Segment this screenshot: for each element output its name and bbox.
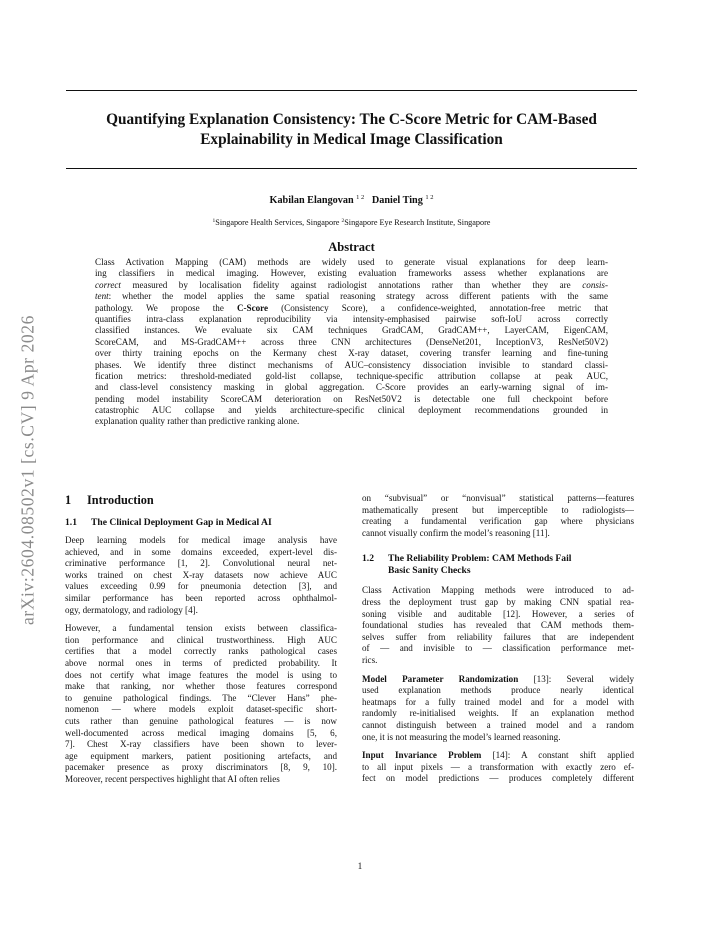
subsection-heading-1-1 <box>65 517 337 529</box>
paragraph <box>65 535 337 616</box>
text-line: soning visible and auditable [12]. However, a series of <box>362 608 634 619</box>
text-line: pacemaker presence as proxy discriminators [8, 9, 10]. <box>65 762 337 773</box>
text-line: randomly re-initialised weights. If an explanation method <box>362 708 634 719</box>
paragraph <box>362 585 634 666</box>
author-list <box>66 194 637 206</box>
lead-rest: [14]: A constant shift applied <box>481 750 634 761</box>
text-line: tion performance and clinical trustworthiness. High AUC <box>65 634 337 645</box>
text-line: cannot visually confirm the model’s reasoning [11]. <box>362 527 550 538</box>
text-line: quantifies intra-class explanation reproducibility via intensity-emphasised pairwise soft-IoU across correctly <box>95 313 608 324</box>
title-rule-top <box>66 90 637 91</box>
text-line: does not certify what image features the model is using to <box>65 669 337 680</box>
text-line: nomenon — where models exploit dataset-specific short- <box>65 704 337 715</box>
text-line: catastrophic AUC collapse and yields architecture-specific clinical deployment recommendations grounded in <box>95 405 608 416</box>
text-line: selves suffer from reliability failures that are independent <box>362 631 634 642</box>
text-line: pathology. We propose the C-Score (Consistency Score), a confidence-weighted, annotation-free metric that <box>95 302 608 313</box>
text-line: cuts rather than genuine pathological features — is now <box>65 715 337 726</box>
lead-rest: [13]: Several widely <box>518 673 634 684</box>
affiliation-1: Singapore Health Services, Singapore <box>215 218 340 227</box>
author-name: Kabilan Elangovan <box>269 195 354 206</box>
section-title: Introduction <box>87 493 154 507</box>
text-line: cannot distinguish between a trained model and a random <box>362 719 634 730</box>
text-line: values exceeding 0.99 for pneumonia detection [3], and <box>65 581 337 592</box>
text-line: used explanation methods produce nearly identical <box>362 685 634 696</box>
paragraph-model-parameter-randomization <box>362 674 634 744</box>
paragraph-lead: Model Parameter Randomization <box>362 673 519 684</box>
page-number: 1 <box>357 862 363 872</box>
text-line: Moreover, recent perspectives highlight that AI often relies <box>65 773 280 784</box>
text-line: to genuine pathological findings. The “Clever Hans” phe- <box>65 692 337 703</box>
paragraph <box>65 623 337 785</box>
text-line: creating a fundamental verification gap where physicians <box>362 516 634 527</box>
text-line <box>362 674 634 686</box>
subsection-title: The Clinical Deployment Gap in Medical AI <box>91 517 272 528</box>
text-line: of — and invisible to — classification performance met- <box>362 643 634 654</box>
subsection-heading-1-2 <box>362 553 634 577</box>
text-line: ogy, dermatology, and radiology [4]. <box>65 604 198 615</box>
text-line: achieved, and in some domains exceeded, expert-level dis- <box>65 546 337 557</box>
abstract-body <box>95 257 608 428</box>
text-line: similar performance has been reported across ophthalmol- <box>65 592 337 603</box>
subsection-number: 1.2 <box>362 553 374 565</box>
text-line: ScoreCAM, and MS-GradCAM++ across three CNN architectures (DenseNet201, InceptionV3, ResNet50V2) <box>95 336 608 347</box>
text-line <box>362 750 634 762</box>
subsection-number: 1.1 <box>65 517 77 528</box>
text-line: pending model instability ScoreCAM deterioration on ResNet50V2 is detectable one full checkpoint before <box>95 393 608 404</box>
text-line: foundational studies has revealed that CAM methods them- <box>362 620 634 631</box>
text-line: tent: whether the model applies the same spatial reasoning strategy across different patients with the same <box>95 291 608 302</box>
paragraph-lead: Input Invariance Problem <box>362 750 482 761</box>
text-line: to all input pixels — a transformation with exactly zero ef- <box>362 761 634 772</box>
text-line: over thirty training epochs on the Kermany chest X-ray dataset, covering transfer learning and fine-tuning <box>95 348 608 359</box>
text-line: certifies that a model correctly ranks pathological cases <box>65 646 337 657</box>
text-line: mathematically present but imperceptible to radiologists— <box>362 504 634 515</box>
text-line: above normal ones in terms of predicted probability. It <box>65 657 337 668</box>
affiliation-2: Singapore Eye Research Institute, Singapore <box>344 218 491 227</box>
title-line-2: Explainability in Medical Image Classification <box>200 131 503 148</box>
text-line: Class Activation Mapping methods were introduced to ad- <box>362 585 634 596</box>
text-line: age equipment markers, patient positioning artefacts, and <box>65 750 337 761</box>
text-line: rics. <box>362 654 378 665</box>
author-affiliation-marks: 1 2 <box>425 194 434 201</box>
section-heading-introduction <box>65 493 337 509</box>
text-line: phases. We identify three distinct mechanisms of AUC–consistency dissociation invisible to standard classi- <box>95 359 608 370</box>
text-line: ing classifiers in medical imaging. However, existing evaluation frameworks assess whether explanations are <box>95 268 608 279</box>
affiliation-mark: 1 <box>212 218 216 224</box>
abstract-heading: Abstract <box>328 240 375 254</box>
text-line: 7]. Chest X-ray classifiers have been shown to lever- <box>65 739 337 750</box>
text-line: make that ranking, nor whether those features correspond <box>65 681 337 692</box>
text-line: fect on model predictions — produces completely different <box>362 773 634 784</box>
title-rule-bottom <box>66 168 637 169</box>
arxiv-watermark <box>18 260 38 680</box>
text-line: criminative performance [1, 2]. Convolutional neural net- <box>65 558 337 569</box>
text-line: explanation quality rather than predictive ranking alone. <box>95 416 300 427</box>
arxiv-id[interactable]: arXiv:2604.08502v1 [cs.CV] 9 Apr 2026 <box>17 315 38 625</box>
text-line: works trained on chest X-ray datasets now achieve AUC <box>65 569 337 580</box>
text-line: dress the deployment trust gap by making CNN spatial rea- <box>362 596 634 607</box>
text-line: However, a fundamental tension exists between classifica- <box>65 623 337 634</box>
affiliation-mark: 2 <box>341 218 345 224</box>
right-column <box>362 493 634 792</box>
author-name: Daniel Ting <box>371 195 423 206</box>
author-affiliation-marks: 1 2 <box>356 194 365 201</box>
text-line: Class Activation Mapping (CAM) methods are widely used to generate visual explanations for deep learn- <box>95 257 608 267</box>
left-column <box>65 493 337 792</box>
subsection-title: The Reliability Problem: CAM Methods Fail <box>388 553 572 565</box>
text-line: correct measured by localisation fidelity against radiologist annotations rather than whether they are consis- <box>95 279 608 290</box>
text-line: heatmaps for a fully trained model and for a model with <box>362 696 634 707</box>
paper-title <box>66 110 637 150</box>
section-number: 1 <box>65 493 72 507</box>
text-line: fication metrics: threshold-mediated gold-list collapse, technique-specific attribution collapse at peak AUC, <box>95 370 608 381</box>
text-line: one, it is not measuring the model’s learned reasoning. <box>362 731 561 742</box>
affiliations <box>66 218 637 227</box>
paragraph-input-invariance <box>362 750 634 785</box>
paragraph <box>362 493 634 539</box>
text-line: Deep learning models for medical image analysis have <box>65 535 337 545</box>
text-line: and class-level consistency masking in global aggregation. C-Score provides an early-warning signal of im- <box>95 382 608 393</box>
text-line: on “subvisual” or “nonvisual” statistical patterns—features <box>362 493 634 503</box>
subsection-title-continued: Basic Sanity Checks <box>388 565 471 577</box>
text-line: classified instances. We evaluate six CAM techniques GradCAM, GradCAM++, LayerCAM, EigenCAM, <box>95 325 608 336</box>
title-line-1: Quantifying Explanation Consistency: The C-Score Metric for CAM-Based <box>106 111 597 128</box>
text-line: well-documented across medical imaging domains [5, 6, <box>65 727 337 738</box>
